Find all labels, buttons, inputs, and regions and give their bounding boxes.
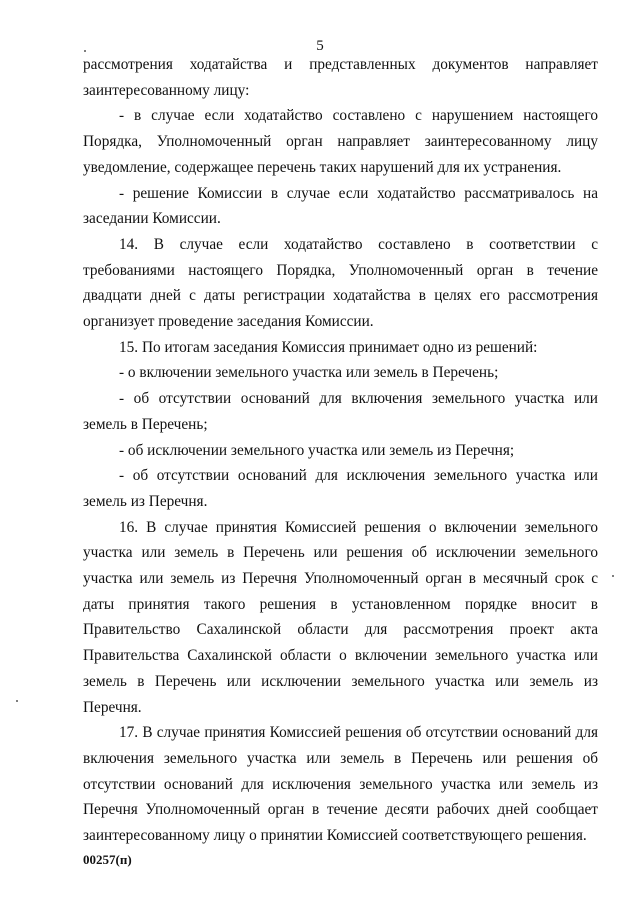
list-item-inclusion: - о включении земельного участка или земель в Перечень; <box>119 364 499 382</box>
list-item-no-grounds-exclusion: - об отсутствии оснований для исключения земельного участка или земель из Перечня. <box>83 467 598 510</box>
page-number: 5 <box>316 38 324 54</box>
scan-speck <box>84 50 86 52</box>
document-body <box>83 52 598 849</box>
document-code: 00257(п) <box>83 852 132 867</box>
paragraph-item-17: 17. В случае принятия Комиссией решения об отсутствии оснований для включения земельного участка или земель в Перечень или решения об отсутствии оснований для исключения земельного участка или земель из Перечня Уполномоченный орган в течение десяти рабочих дней сообщает заинтересованному лицу о принятии Комиссией соответствующего решения. <box>83 724 598 845</box>
scan-speck <box>16 700 18 702</box>
paragraph-commission-decision: - решение Комиссии в случае если ходатайство рассматривалось на заседании Комиссии. <box>83 184 598 228</box>
list-item-exclusion: - об исключении земельного участка или земель из Перечня; <box>119 441 515 459</box>
paragraph-item-15: 15. По итогам заседания Комиссия принимает одно из решений: <box>119 338 538 356</box>
scan-speck <box>612 575 614 577</box>
paragraph-item-14: 14. В случае если ходатайство составлено в соответствии с требованиями настоящего Порядка, Уполномоченный орган в течение двадцати дней с даты регистрации ходатайства в целях его рассмотрения организует проведение заседания Комиссии. <box>83 235 598 331</box>
list-item-no-grounds-inclusion: - об отсутствии оснований для включения земельного участка или земель в Перечень; <box>83 390 598 433</box>
paragraph-violation-notice: - в случае если ходатайство составлено с нарушением настоящего Порядка, Уполномоченный орган направляет заинтересованному лицу уведомление, содержащее перечень таких нарушений для их устранения. <box>83 107 598 176</box>
paragraph-continuation: рассмотрения ходатайства и представленных документов направляет заинтересованному лицу: <box>83 56 598 99</box>
paragraph-item-16: 16. В случае принятия Комиссией решения о включении земельного участка или земель в Перечень или решения об исключении земельного участка или земель из Перечня Уполномоченный орган в месячный срок с даты принятия такого решения в установленном порядке вносит в Правительство Сахалинской области для рассмотрения проект акта Правительства Сахалинской области о включении земельного участка или земель в Перечень или исключении земельного участка или земель из Перечня. <box>83 518 598 716</box>
